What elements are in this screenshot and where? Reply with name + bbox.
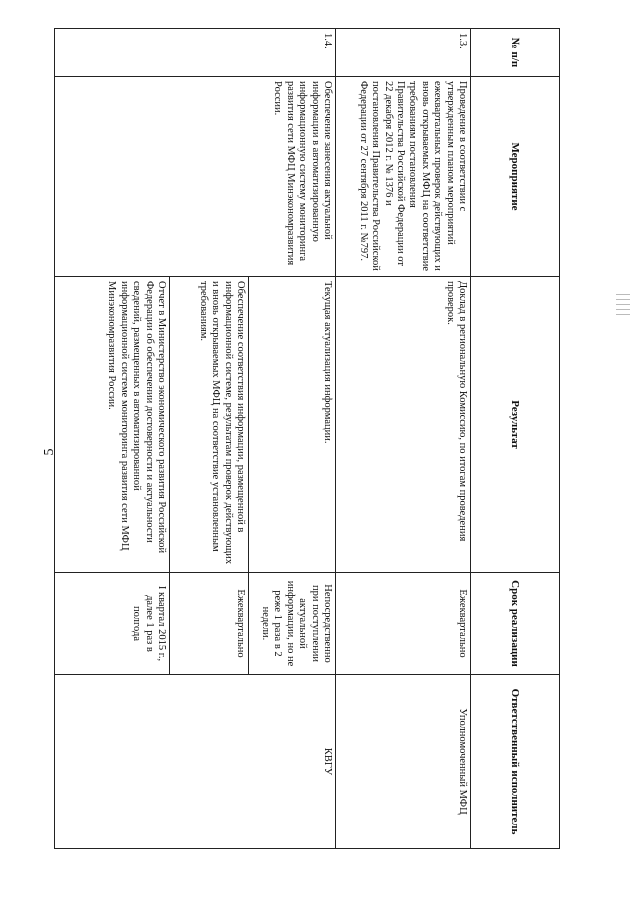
row-deadline: Непосредственно при поступлении актуальной информации, но не реже 1 раза в 2 недели. <box>249 573 336 675</box>
row-event: Обеспечение занесения актуальной информации в автоматизированную информационную систему мониторинга развития сети МФЦ Минэкономразвития России. <box>55 77 336 277</box>
header-deadline: Срок реализации <box>471 573 560 675</box>
row-responsible: КВГУ <box>55 675 336 849</box>
row-result: Обеспечение соответствия информации, размещенной в информационной системе, результатам проверок действующих и вновь открываемых МФЦ на соответствие установленным требованиям. <box>170 277 249 573</box>
row-event: Проведение в соответствии с утвержденным планом мероприятий ежеквартальных проверок действующих и вновь открываемых МФЦ на соответствие требованиям постановления Правительства Российской Федерации от 22 декабря 2012 г. № 1376 и постановления Правительства Российской Федерации от 27 сентября 2011 г. №797. <box>336 77 471 277</box>
scan-edge-marks <box>616 290 630 350</box>
row-result: Доклад в региональную Комиссию, по итогам проведения проверок. <box>336 277 471 573</box>
table-row <box>336 29 471 849</box>
row-deadline: Ежеквартально <box>170 573 249 675</box>
header-result: Результат <box>471 277 560 573</box>
header-num: № п/п <box>471 29 560 77</box>
rotated-page-content <box>80 0 640 855</box>
header-event: Мероприятие <box>471 77 560 277</box>
table-row <box>249 29 336 849</box>
page-number: 5 <box>42 448 57 456</box>
row-deadline: I квартал 2015 г., далее 1 раз в полгода <box>55 573 170 675</box>
header-responsible: Ответственный исполнитель <box>471 675 560 849</box>
row-result: Отчет в Министерство экономического развития Российской Федерации об обеспечении достоверности и актуальности сведений, размещенных в автоматизированной информационной системе мониторинга развития сети МФЦ Минэкономразвития России. <box>55 277 170 573</box>
table-header-row <box>471 29 560 849</box>
row-number: 1.3. <box>336 29 471 77</box>
action-plan-table <box>54 28 560 849</box>
row-deadline: Ежеквартально <box>336 573 471 675</box>
row-responsible: Уполномоченный МФЦ <box>336 675 471 849</box>
row-result: Текущая актуализация информации. <box>249 277 336 573</box>
row-number: 1.4. <box>55 29 336 77</box>
